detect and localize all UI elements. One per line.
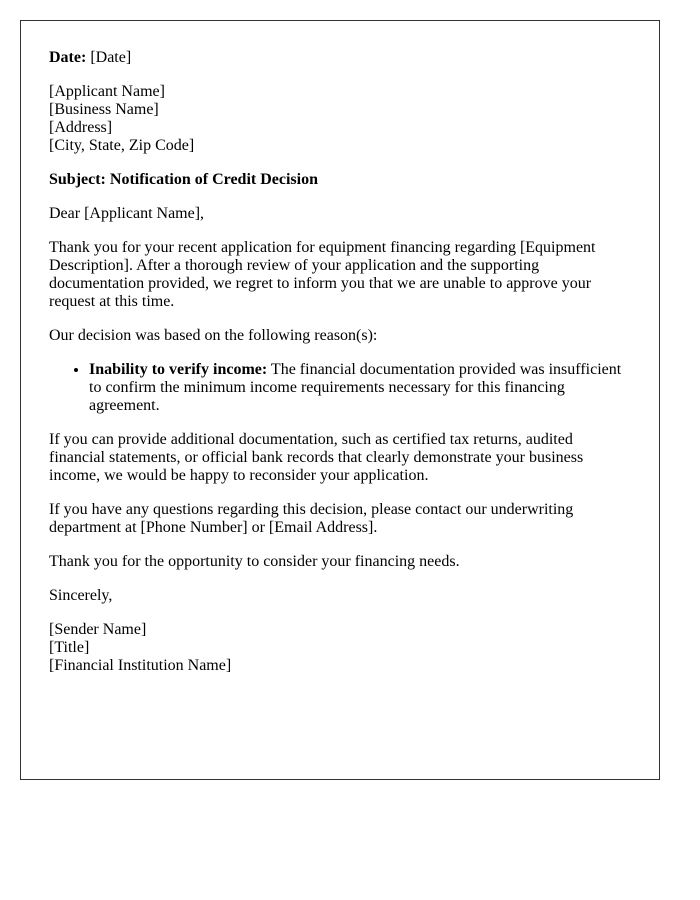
thanks-paragraph: Thank you for the opportunity to consider your financing needs. [49,553,460,570]
reasons-intro: Our decision was based on the following reason(s): [49,327,378,344]
reconsider-paragraph: If you can provide additional documentation, such as certified tax returns, audited financial statements, or official bank records that clearly demonstrate your business income, we would be happy to reconsider your application. [49,431,584,484]
date-value: [Date] [90,49,132,66]
signature-block [49,621,631,675]
date-line [49,49,631,67]
sender-name: [Sender Name] [49,621,147,638]
recipient-address-line: [Address] [49,119,113,136]
institution-name: [Financial Institution Name] [49,657,232,674]
recipient-address [49,83,631,155]
recipient-city-state-zip: [City, State, Zip Code] [49,137,195,154]
closing: Sincerely, [49,587,113,604]
salutation: Dear [Applicant Name], [49,205,205,222]
recipient-name: [Applicant Name] [49,83,165,100]
contact-paragraph: If you have any questions regarding this decision, please contact our underwriting department at [Phone Number] or [Email Address]. [49,501,574,536]
sender-title: [Title] [49,639,90,656]
letter-page [20,20,660,780]
date-label: Date: [49,49,87,66]
reason-item [89,361,631,415]
subject-line: Subject: Notification of Credit Decision [49,171,318,188]
recipient-business: [Business Name] [49,101,159,118]
body-intro-paragraph: Thank you for your recent application for equipment financing regarding [Equipment Description]. After a thorough review of your application and the supporting documentation provided, we regret to inform you that we are unable to approve your request at this time. [49,239,596,310]
reason-text: The financial documentation provided was insufficient to confirm the minimum income requirements necessary for this financing agreement. [89,361,622,414]
reason-title: Inability to verify income: [89,361,268,378]
reasons-list [49,361,631,415]
